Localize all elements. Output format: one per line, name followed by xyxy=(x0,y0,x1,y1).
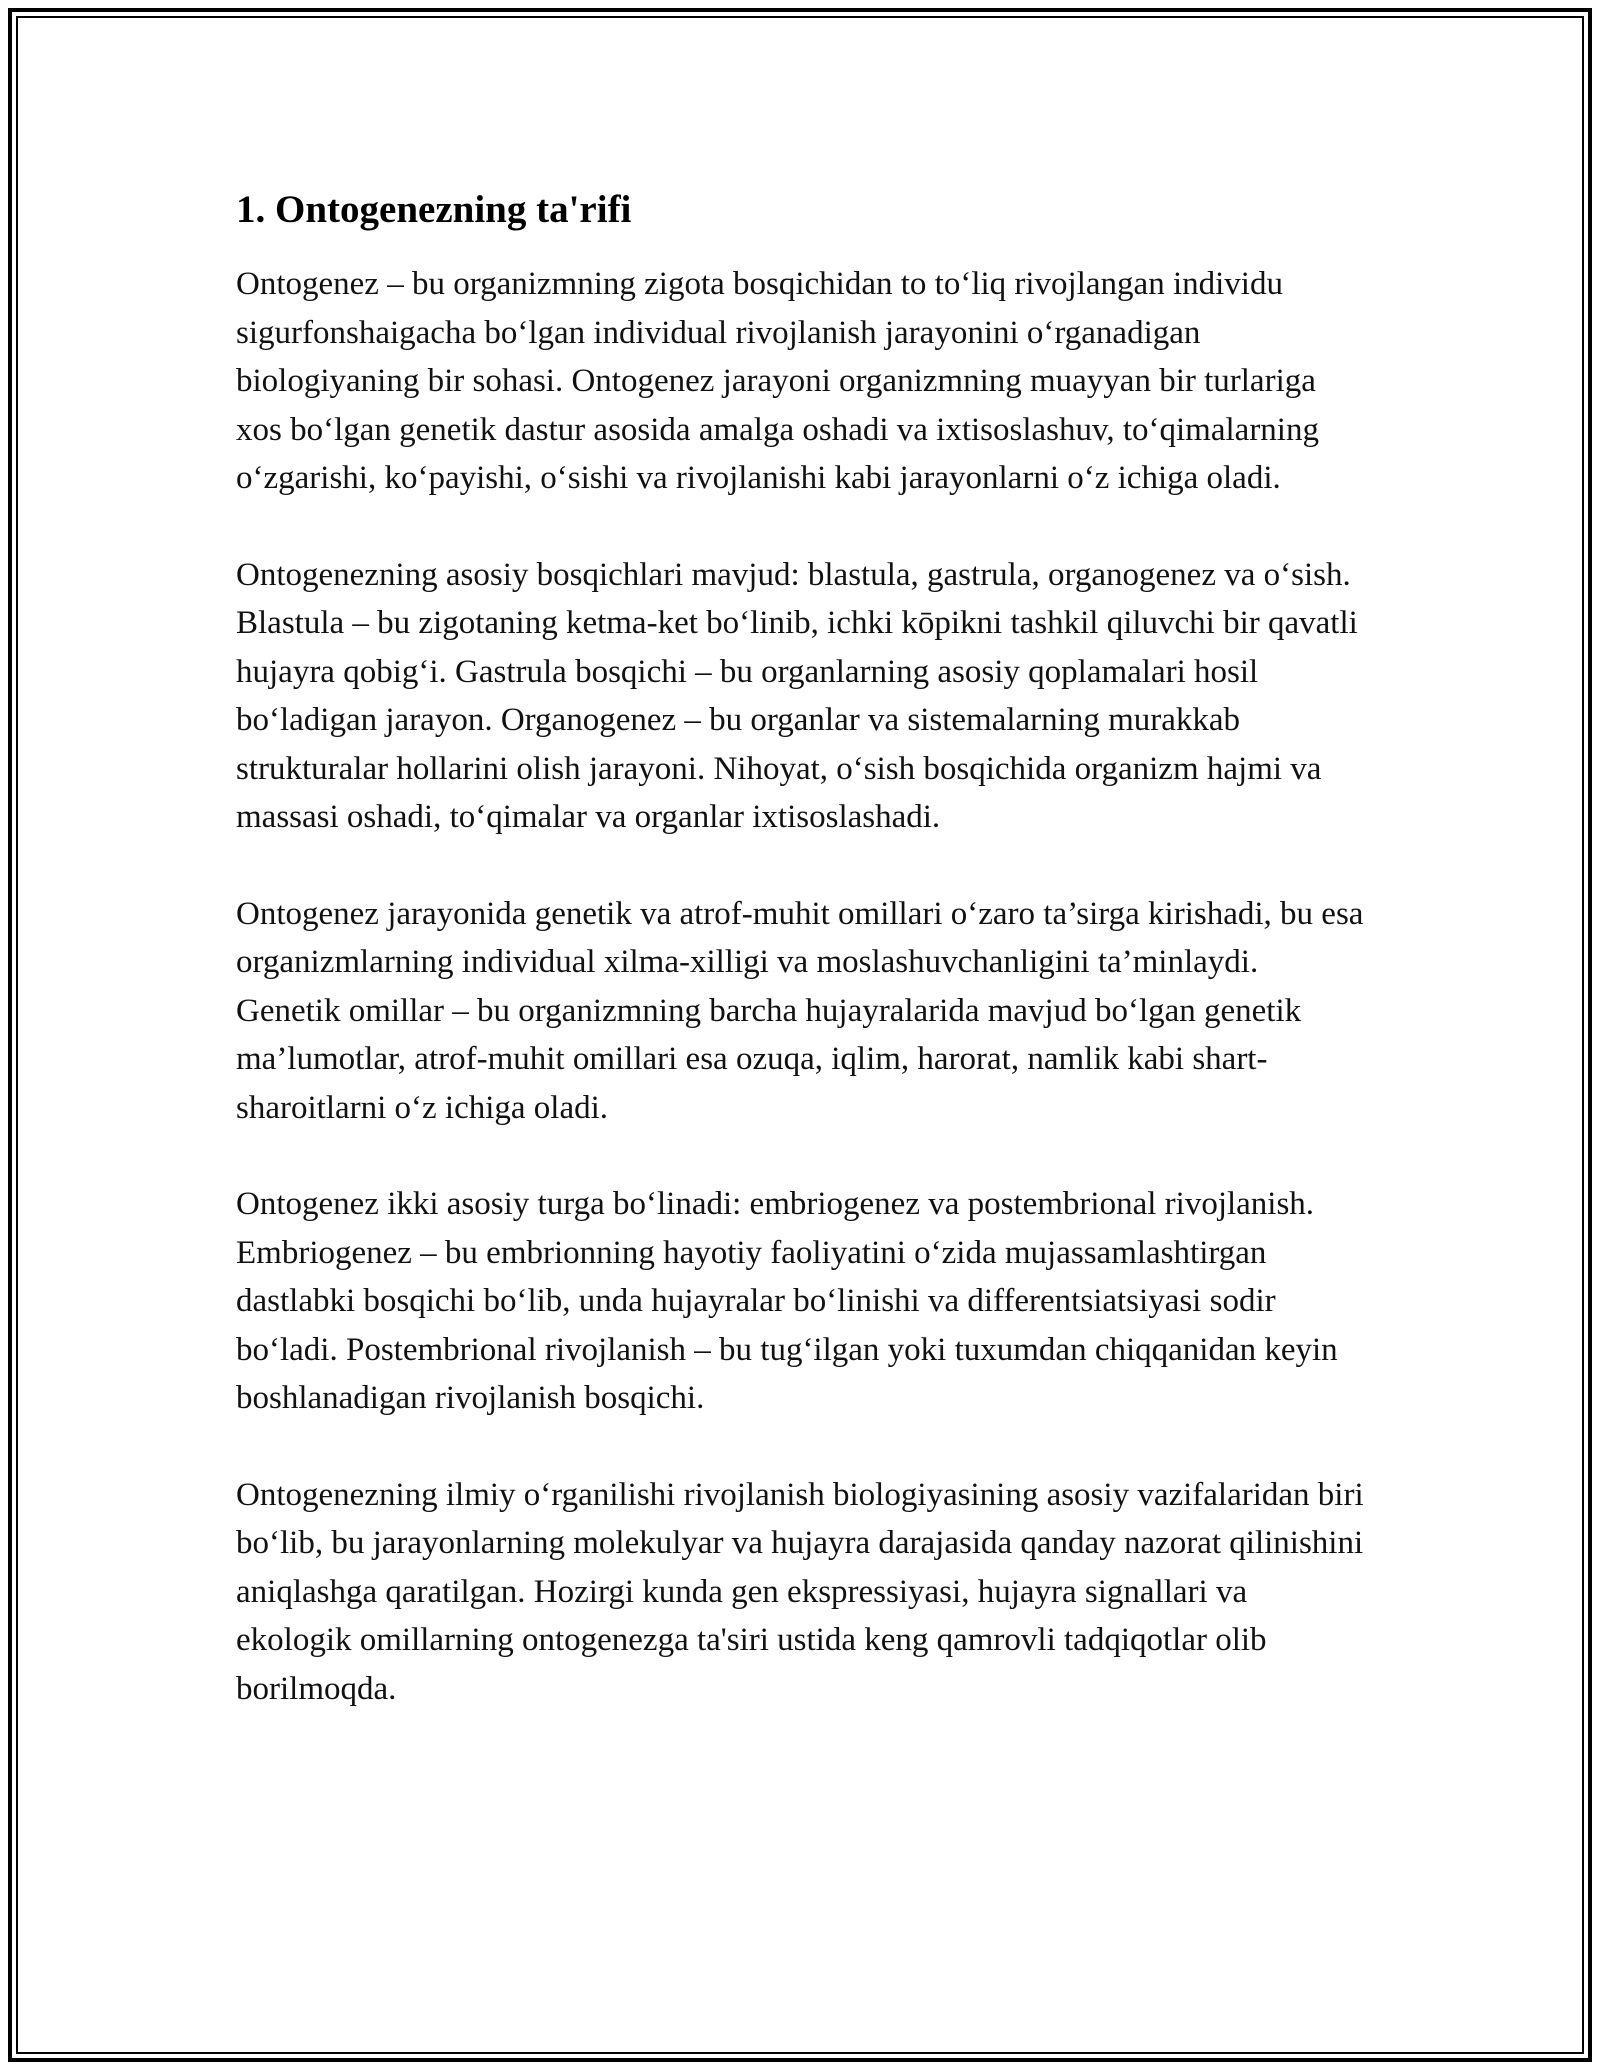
paragraph-stages: Ontogenezning asosiy bosqichlari mavjud: blastula, gastrula, organogenez va o‘sish. Blastula – bu zigotaning ketma-ket bo‘linib, ichki kōpikni tashkil qiluvchi bir qavatli hujayra qobig‘i. Gastrula bosqichi – bu organlarning asosiy qoplamalari hosil bo‘ladigan jarayon. Organogenez – bu organlar va sistemalarning murakkab strukturalar hollarini olish jarayoni. Nihoyat, o‘sish bosqichida organizm hajmi va massasi oshadi, to‘qimalar va organlar ixtisoslashadi. xyxy=(236,556,1358,835)
document-body xyxy=(236,186,1366,1761)
paragraph-definition: Ontogenez – bu organizmning zigota bosqichidan to to‘liq rivojlangan individu sigurfonshaigacha bo‘lgan individual rivojlanish jarayonini o‘rganadigan biologiyaning bir sohasi. Ontogenez jarayoni organizmning muayyan bir turlariga xos bo‘lgan genetik dastur asosida amalga oshadi va ixtisoslashuv, to‘qimalarning o‘zgarishi, ko‘payishi, o‘sishi va rivojlanishi kabi jarayonlarni o‘z ichiga oladi. xyxy=(236,266,1319,496)
paragraph-research: Ontogenezning ilmiy o‘rganilishi rivojlanish biologiyasining asosiy vazifalaridan biri bo‘lib, bu jarayonlarning molekulyar va hujayra darajasida qanday nazorat qilinishini aniqlashga qaratilgan. Hozirgi kunda gen ekspressiyasi, hujayra signallari va ekologik omillarning ontogenezga ta'siri ustida keng qamrovli tadqiqotlar olib borilmoqda. xyxy=(236,1476,1364,1707)
paragraph-types: Ontogenez ikki asosiy turga bo‘linadi: embriogenez va postembrional rivojlanish. Embriogenez – bu embrionning hayotiy faoliyatini o‘zida mujassamlashtirgan dastlabki bosqichi bo‘lib, unda hujayralar bo‘linishi va differentsiatsiyasi sodir bo‘ladi. Postembrional rivojlanish – bu tug‘ilgan yoki tuxumdan chiqqanidan keyin boshlanadigan rivojlanish bosqichi. xyxy=(236,1186,1338,1416)
paragraph-factors: Ontogenez jarayonida genetik va atrof-muhit omillari o‘zaro ta’sirga kirishadi, bu esa organizmlarning individual xilma-xilligi va moslashuvchanligini ta’minlaydi. Genetik omillar – bu organizmning barcha hujayralarida mavjud bo‘lgan genetik ma’lumotlar, atrof-muhit omillari esa ozuqa, iqlim, harorat, namlik kabi shart-sharoitlarni o‘z ichiga oladi. xyxy=(236,895,1364,1126)
section-heading: 1. Ontogenezning ta'rifi xyxy=(236,188,632,231)
